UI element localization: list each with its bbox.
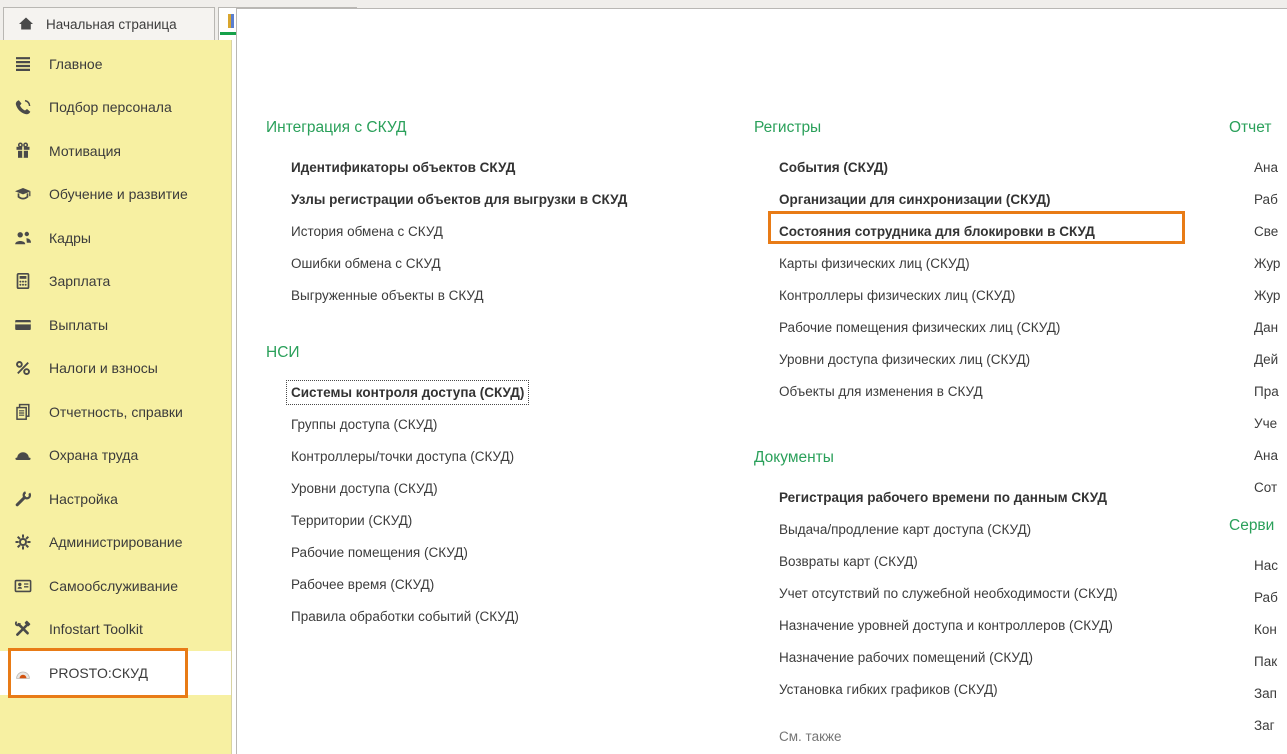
sidebar-item-labor-safety[interactable]: Охрана труда (0, 434, 231, 478)
percent-icon (13, 359, 33, 377)
section-integration (266, 118, 627, 312)
menu-link[interactable]: Объекты для изменения в СКУД (779, 384, 983, 399)
gift-icon (13, 142, 33, 160)
tab-home[interactable] (3, 7, 215, 40)
section-reports (1229, 118, 1280, 504)
menu-link-truncated[interactable]: Ана (1254, 160, 1278, 175)
menu-link[interactable]: Правила обработки событий (СКУД) (291, 609, 519, 624)
sidebar-item-training[interactable]: Обучение и развитие (0, 173, 231, 217)
menu-link-truncated[interactable]: Заг (1254, 718, 1275, 733)
menu-link[interactable]: Выдача/продление карт доступа (СКУД) (779, 522, 1032, 537)
sidebar-item-payments[interactable]: Выплаты (0, 303, 231, 347)
sidebar-item-administration[interactable]: Администрирование (0, 521, 231, 565)
menu-link[interactable]: Назначение рабочих помещений (СКУД) (779, 650, 1034, 665)
menu-link[interactable]: Идентификаторы объектов СКУД (291, 160, 516, 175)
functions-panel (236, 8, 1287, 754)
menu-link[interactable]: Выгруженные объекты в СКУД (291, 288, 484, 303)
menu-link[interactable]: Контроллеры/точки доступа (СКУД) (291, 449, 515, 464)
menu-link[interactable]: Карты физических лиц (СКУД) (779, 256, 970, 271)
menu-link-truncated[interactable]: Раб (1254, 590, 1278, 605)
menu-link[interactable]: Рабочие помещения физических лиц (СКУД) (779, 320, 1061, 335)
menu-link-truncated[interactable]: Пра (1254, 384, 1279, 399)
tab-home-label: Начальная страница (46, 16, 177, 32)
sidebar-item-salary[interactable]: Зарплата (0, 260, 231, 304)
section-title-registers: Регистры (754, 119, 822, 136)
section-nsi (266, 343, 524, 633)
sidebar-item-reporting[interactable]: Отчетность, справки (0, 390, 231, 434)
menu-link[interactable]: Уровни доступа физических лиц (СКУД) (779, 352, 1031, 367)
menu-link-truncated[interactable]: Кон (1254, 622, 1277, 637)
menu-link[interactable]: Территории (СКУД) (291, 513, 413, 528)
see-also-label: См. также (779, 729, 842, 744)
credit-card-icon (13, 316, 33, 334)
sidebar (0, 40, 232, 754)
menu-link-highlighted[interactable]: Состояния сотрудника для блокировки в СКУД (779, 224, 1095, 239)
sidebar-item-main[interactable]: Главное (0, 42, 231, 86)
menu-link-focused[interactable]: Системы контроля доступа (СКУД) (291, 385, 525, 400)
sidebar-item-self-service[interactable]: Самообслуживание (0, 564, 231, 608)
section-title-reports: Отчет (1229, 119, 1272, 136)
menu-link[interactable]: Установка гибких графиков (СКУД) (779, 682, 998, 697)
section-title-documents: Документы (754, 449, 834, 466)
menu-link[interactable]: Ошибки обмена с СКУД (291, 256, 441, 271)
documents-icon (13, 403, 33, 421)
menu-link-truncated[interactable]: Дей (1254, 352, 1279, 367)
menu-link-truncated[interactable]: Нас (1254, 558, 1279, 573)
menu-link-truncated[interactable]: Пак (1254, 654, 1278, 669)
menu-link[interactable]: Уровни доступа (СКУД) (291, 481, 438, 496)
phone-icon (13, 98, 33, 116)
menu-link-truncated[interactable]: Све (1254, 224, 1279, 239)
wrench-icon (13, 490, 33, 508)
menu-link[interactable]: Возвраты карт (СКУД) (779, 554, 918, 569)
id-card-icon (13, 577, 33, 595)
menu-link[interactable]: Рабочие помещения (СКУД) (291, 545, 468, 560)
menu-link[interactable]: События (СКУД) (779, 160, 889, 175)
hard-hat-icon (13, 446, 33, 464)
menu-link[interactable]: Контроллеры физических лиц (СКУД) (779, 288, 1016, 303)
tools-icon (13, 620, 33, 638)
menu-link[interactable]: Группы доступа (СКУД) (291, 417, 438, 432)
section-registers (754, 118, 1095, 408)
menu-link-truncated[interactable]: Ана (1254, 448, 1278, 463)
prosto-hat-icon (13, 664, 33, 682)
menu-link-truncated[interactable]: Раб (1254, 192, 1278, 207)
gear-icon (13, 533, 33, 551)
sidebar-item-infostart-toolkit[interactable]: Infostart Toolkit (0, 608, 231, 652)
menu-link-truncated[interactable]: Зап (1254, 686, 1277, 701)
menu-link[interactable]: Назначение уровней доступа и контроллеров (СКУД) (779, 618, 1113, 633)
graduation-cap-icon (13, 185, 33, 203)
sidebar-item-hr[interactable]: Кадры (0, 216, 231, 260)
menu-link[interactable]: Рабочее время (СКУД) (291, 577, 435, 592)
menu-link[interactable]: История обмена с СКУД (291, 224, 443, 239)
calculator-icon (13, 272, 33, 290)
menu-link-truncated[interactable]: Уче (1254, 416, 1278, 431)
sidebar-item-motivation[interactable]: Мотивация (0, 129, 231, 173)
home-icon (17, 15, 35, 33)
section-title-service: Серви (1229, 517, 1275, 534)
tab-icon-fragment (231, 14, 234, 28)
menu-link[interactable]: Учет отсутствий по служебной необходимости (СКУД) (779, 586, 1118, 601)
sidebar-item-taxes[interactable]: Налоги и взносы (0, 347, 231, 391)
section-title-integration: Интеграция с СКУД (266, 119, 407, 136)
sidebar-item-prosto-skud[interactable]: PROSTO:СКУД (0, 651, 231, 695)
menu-link[interactable]: Регистрация рабочего времени по данным СКУД (779, 490, 1108, 505)
menu-link-truncated[interactable]: Дан (1254, 320, 1279, 335)
menu-icon (13, 55, 33, 73)
section-service (1229, 516, 1278, 742)
people-icon (13, 229, 33, 247)
menu-link-truncated[interactable]: Жур (1254, 256, 1281, 271)
sidebar-item-settings[interactable]: Настройка (0, 477, 231, 521)
section-documents (754, 448, 1118, 706)
menu-link-truncated[interactable]: Сот (1254, 480, 1278, 495)
menu-link-truncated[interactable]: Жур (1254, 288, 1281, 303)
section-title-nsi: НСИ (266, 344, 300, 361)
menu-link[interactable]: Узлы регистрации объектов для выгрузки в СКУД (291, 192, 628, 207)
menu-link[interactable]: Организации для синхронизации (СКУД) (779, 192, 1051, 207)
sidebar-item-recruiting[interactable]: Подбор персонала (0, 86, 231, 130)
